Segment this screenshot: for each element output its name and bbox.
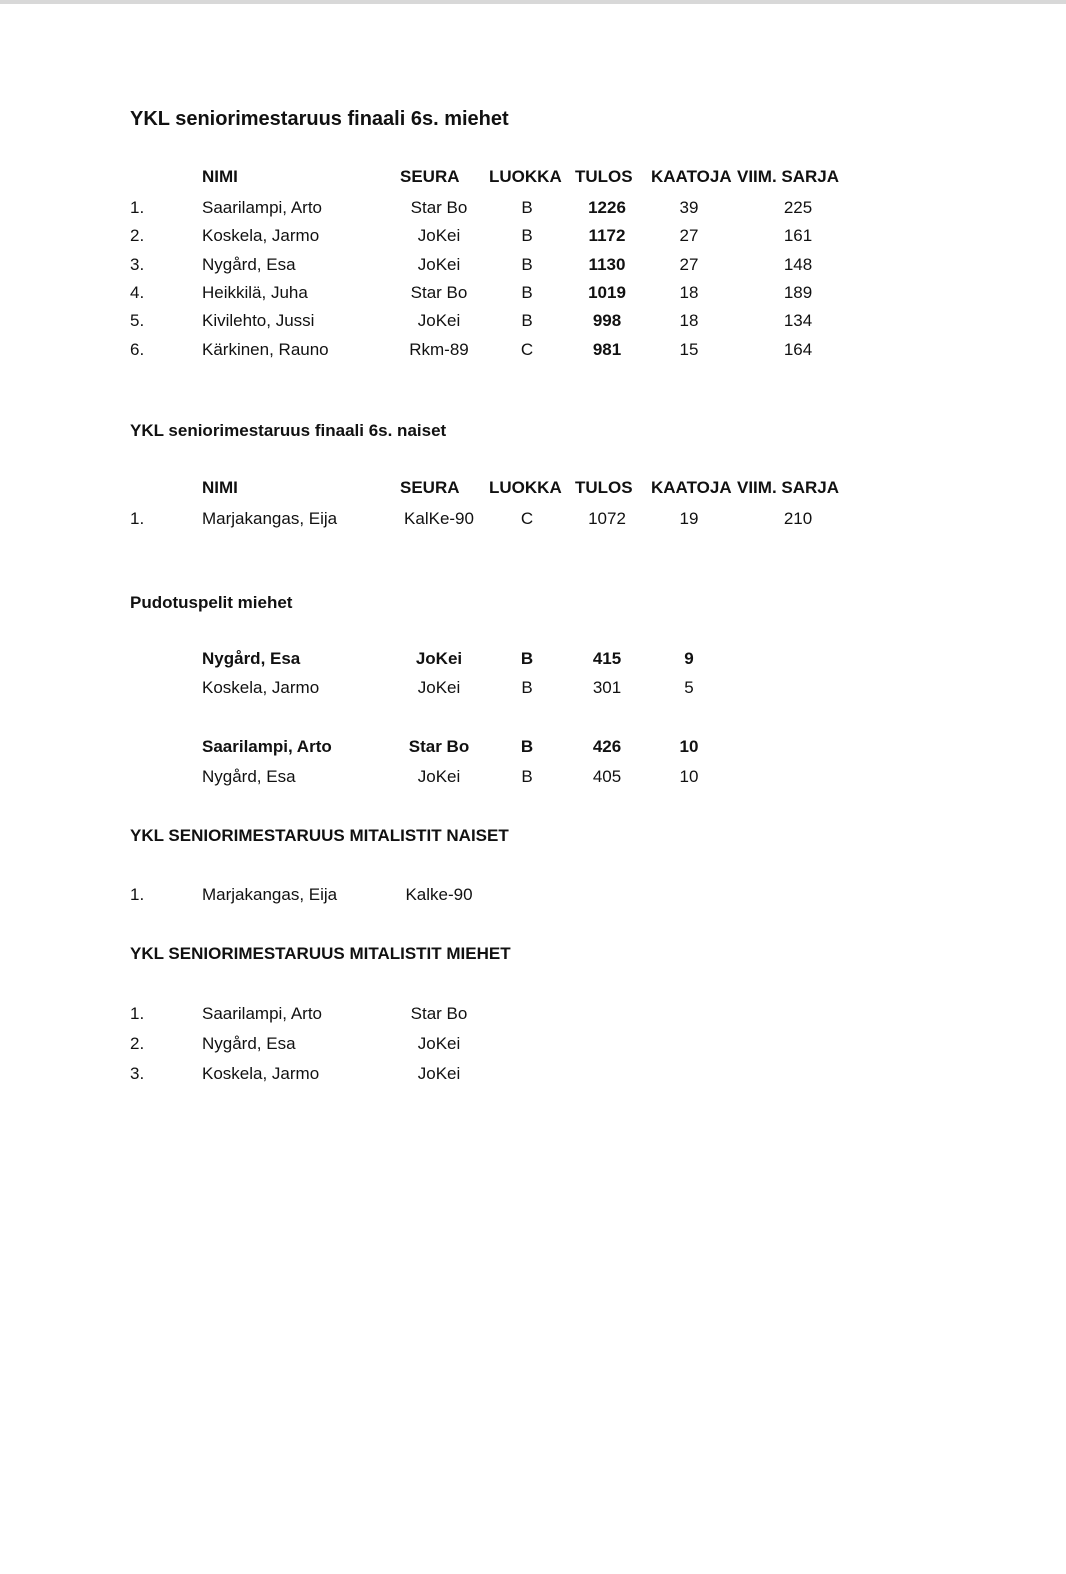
last-series: 210 <box>783 509 813 528</box>
men-final-header-row <box>0 164 1066 190</box>
club: JoKei <box>417 226 461 245</box>
player-name: Marjakangas, Eija <box>202 509 338 528</box>
strikes: 18 <box>679 311 699 330</box>
header-class: LUOKKA <box>489 167 562 186</box>
club: Rkm-89 <box>409 340 469 359</box>
position: 3. <box>130 255 145 274</box>
result: 426 <box>592 737 622 756</box>
club: Kalke-90 <box>405 885 473 904</box>
class: B <box>520 649 534 668</box>
last-series: 148 <box>783 255 813 274</box>
player-name: Kivilehto, Jussi <box>202 311 315 330</box>
last-series: 134 <box>783 311 813 330</box>
playoff-winner-row <box>0 734 1066 760</box>
table-row <box>0 223 1066 249</box>
class: C <box>520 509 534 528</box>
medalists-men-title: YKL SENIORIMESTARUUS MITALISTIT MIEHET <box>130 944 511 963</box>
club: JoKei <box>417 1064 461 1083</box>
strikes: 39 <box>679 198 699 217</box>
top-border <box>0 0 1066 4</box>
player-name: Nygård, Esa <box>202 255 296 274</box>
playoff-loser-row <box>0 675 1066 701</box>
header-name: NIMI <box>202 478 238 497</box>
header-last-series: VIIM. SARJA <box>737 478 840 497</box>
class: B <box>520 737 534 756</box>
class: B <box>521 283 533 302</box>
strikes: 9 <box>684 649 694 668</box>
club: JoKei <box>417 1034 461 1053</box>
player-name: Nygård, Esa <box>202 1034 296 1053</box>
header-strikes: KAATOJA <box>651 478 732 497</box>
last-series: 189 <box>783 283 813 302</box>
last-series: 225 <box>783 198 813 217</box>
strikes: 10 <box>679 737 699 756</box>
club: Star Bo <box>408 737 470 756</box>
class: B <box>521 255 533 274</box>
class: C <box>520 340 534 359</box>
header-result: TULOS <box>575 167 633 186</box>
strikes: 10 <box>679 767 699 786</box>
position: 1. <box>130 509 145 528</box>
class: B <box>521 226 533 245</box>
table-row <box>0 308 1066 334</box>
table-row <box>0 337 1066 363</box>
result: 981 <box>592 340 622 359</box>
result: 1072 <box>588 509 626 528</box>
list-item <box>0 1031 1066 1057</box>
playoff-winner-row <box>0 646 1066 672</box>
result: 1226 <box>588 198 626 217</box>
strikes: 5 <box>684 678 694 697</box>
player-name: Koskela, Jarmo <box>202 678 320 697</box>
header-club: SEURA <box>400 478 460 497</box>
strikes: 19 <box>679 509 699 528</box>
player-name: Koskela, Jarmo <box>202 226 320 245</box>
strikes: 27 <box>679 226 699 245</box>
club: Star Bo <box>410 1004 468 1023</box>
player-name: Kärkinen, Rauno <box>202 340 329 359</box>
table-row <box>0 506 1066 532</box>
result: 415 <box>592 649 622 668</box>
header-strikes: KAATOJA <box>651 167 732 186</box>
women-final-header-row <box>0 475 1066 501</box>
women-final-title: YKL seniorimestaruus finaali 6s. naiset <box>130 421 447 440</box>
position: 2. <box>130 226 145 245</box>
position: 1. <box>130 885 145 904</box>
playoffs-title: Pudotuspelit miehet <box>130 593 293 612</box>
player-name: Saarilampi, Arto <box>202 1004 322 1023</box>
result: 405 <box>592 767 622 786</box>
position: 5. <box>130 311 145 330</box>
player-name: Marjakangas, Eija <box>202 885 338 904</box>
club: JoKei <box>417 311 461 330</box>
club: Star Bo <box>410 198 468 217</box>
table-row <box>0 195 1066 221</box>
result: 1130 <box>588 255 626 274</box>
header-last-series: VIIM. SARJA <box>737 167 840 186</box>
club: KalKe-90 <box>404 509 474 528</box>
header-result: TULOS <box>575 478 633 497</box>
position: 2. <box>130 1034 145 1053</box>
player-name: Saarilampi, Arto <box>202 198 322 217</box>
header-club: SEURA <box>400 167 460 186</box>
table-row <box>0 280 1066 306</box>
club: JoKei <box>417 255 461 274</box>
class: B <box>521 767 533 786</box>
player-name: Nygård, Esa <box>202 767 296 786</box>
playoff-loser-row <box>0 764 1066 790</box>
player-name: Heikkilä, Juha <box>202 283 308 302</box>
position: 4. <box>130 283 145 302</box>
class: B <box>521 198 533 217</box>
player-name: Nygård, Esa <box>202 649 301 668</box>
strikes: 18 <box>679 283 699 302</box>
position: 3. <box>130 1064 145 1083</box>
position: 6. <box>130 340 145 359</box>
club: JoKei <box>415 649 463 668</box>
class: B <box>521 311 533 330</box>
last-series: 164 <box>783 340 813 359</box>
last-series: 161 <box>783 226 813 245</box>
header-name: NIMI <box>202 167 238 186</box>
position: 1. <box>130 1004 145 1023</box>
result: 998 <box>592 311 622 330</box>
club: Star Bo <box>410 283 468 302</box>
player-name: Koskela, Jarmo <box>202 1064 320 1083</box>
position: 1. <box>130 198 145 217</box>
table-row <box>0 252 1066 278</box>
result: 301 <box>592 678 622 697</box>
player-name: Saarilampi, Arto <box>202 737 332 756</box>
list-item <box>0 1061 1066 1087</box>
result: 1019 <box>588 283 626 302</box>
medalists-women-title: YKL SENIORIMESTARUUS MITALISTIT NAISET <box>130 826 509 845</box>
class: B <box>521 678 533 697</box>
result: 1172 <box>588 226 626 245</box>
header-class: LUOKKA <box>489 478 562 497</box>
club: JoKei <box>417 678 461 697</box>
strikes: 27 <box>679 255 699 274</box>
list-item <box>0 1001 1066 1027</box>
club: JoKei <box>417 767 461 786</box>
strikes: 15 <box>679 340 699 359</box>
list-item <box>0 882 1066 908</box>
men-final-title: YKL seniorimestaruus finaali 6s. miehet <box>130 108 509 130</box>
